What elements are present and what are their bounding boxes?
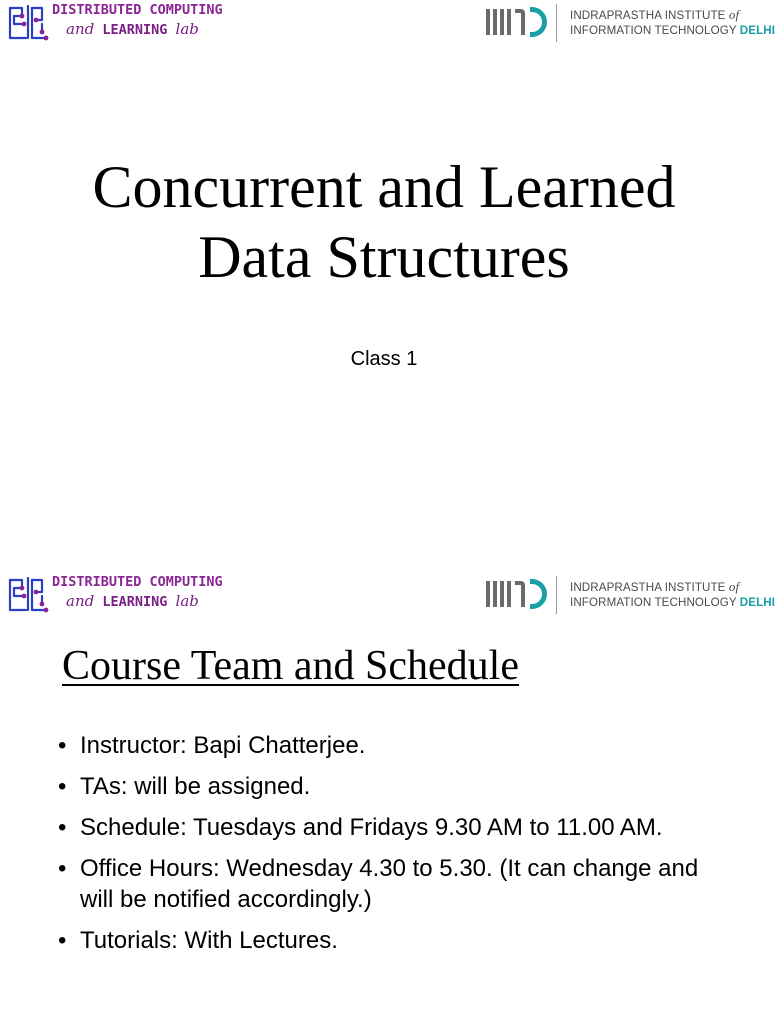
lab-name-line2: [66, 592, 199, 610]
lab-name-learning: LEARNING: [102, 594, 168, 610]
iiitd-mark-icon: [486, 577, 546, 611]
slide-1-title-line1: Concurrent and Learned: [92, 154, 676, 220]
iiitd-name-line2-main: INFORMATION TECHNOLOGY: [570, 596, 737, 609]
lab-name-and: and: [66, 592, 95, 610]
dcll-lab-logo: [6, 574, 246, 614]
slide-2-title: Course Team and Schedule: [62, 643, 519, 689]
lab-name-lab: lab: [175, 20, 199, 38]
lab-name-lab: lab: [175, 592, 199, 610]
iiitd-name-line2: [570, 24, 775, 37]
iiitd-name-of: of: [728, 579, 740, 594]
lab-name-line1: DISTRIBUTED COMPUTING: [52, 2, 223, 18]
dcll-lab-logo: [6, 2, 246, 42]
lab-name-line2: [66, 20, 199, 38]
bullet-schedule: • Schedule: Tuesdays and Fridays 9.30 AM to 11.00 AM.: [58, 812, 718, 843]
iiitd-name-of: of: [728, 7, 740, 22]
iiitd-name-line1-main: INDRAPRASTHA INSTITUTE: [570, 581, 726, 594]
circuit-book-icon: [6, 574, 52, 614]
bullet-tutorials: • Tutorials: With Lectures.: [58, 925, 718, 956]
iiitd-name-delhi: DELHI: [739, 24, 775, 37]
iiitd-name-line1: [570, 7, 739, 23]
slide-1-title: [0, 152, 768, 292]
iiitd-divider: [556, 4, 557, 42]
slide-1-title-line2: Data Structures: [198, 224, 570, 290]
lab-name-and: and: [66, 20, 95, 38]
iiitd-name-line2-main: INFORMATION TECHNOLOGY: [570, 24, 737, 37]
iiitd-logo: [486, 576, 775, 614]
schedule-bullet-list: [58, 730, 718, 966]
iiitd-mark-icon: [486, 5, 546, 39]
iiitd-logo: [486, 4, 775, 42]
bullet-office-hours: • Office Hours: Wednesday 4.30 to 5.30. (It can change and will be notified accordingly.): [58, 853, 718, 915]
bullet-tas: • TAs: will be assigned.: [58, 771, 718, 802]
bullet-instructor: • Instructor: Bapi Chatterjee.: [58, 730, 718, 761]
iiitd-name-line1-main: INDRAPRASTHA INSTITUTE: [570, 9, 726, 22]
circuit-book-icon: [6, 2, 52, 42]
iiitd-name-delhi: DELHI: [739, 596, 775, 609]
iiitd-divider: [556, 576, 557, 614]
iiitd-name-line2: [570, 596, 775, 609]
iiitd-name-line1: [570, 579, 739, 595]
slide-1-subtitle: Class 1: [350, 348, 418, 370]
slide-2: [0, 572, 775, 1024]
lab-name-line1: DISTRIBUTED COMPUTING: [52, 574, 223, 590]
lab-name-learning: LEARNING: [102, 22, 168, 38]
